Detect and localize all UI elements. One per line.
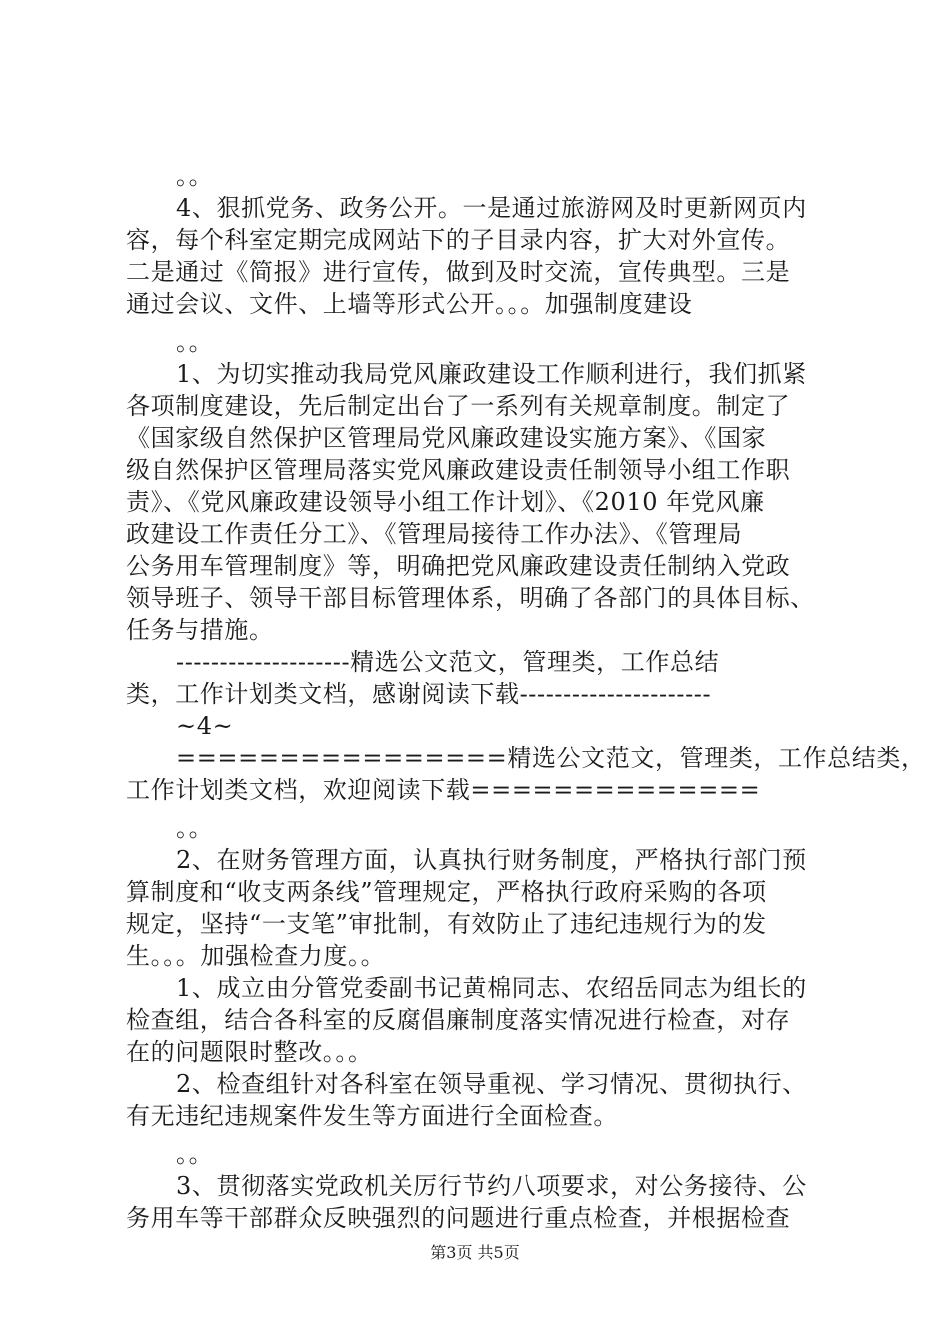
body-line: 2、检查组针对各科室在领导重视、学习情况、贯彻执行、 — [176, 1070, 807, 1098]
body-line: 通过会议、文件、上墙等形式公开。。。加强制度建设 — [126, 290, 693, 318]
body-line: 4、狠抓党务、政务公开。一是通过旅游网及时更新网页内 — [176, 194, 807, 222]
separator-line: 类，工作计划类文档，感谢阅读下载---------------------- — [126, 680, 712, 708]
body-line: 生。。。加强检查力度。。 — [126, 942, 386, 970]
page-marker: ~4~ — [176, 712, 234, 740]
body-line: 规定，坚持“一支笔”审批制，有效防止了违纪违规行为的发 — [126, 910, 767, 938]
body-line: 2、在财务管理方面，认真执行财务制度，严格执行部门预 — [176, 846, 807, 874]
body-line: 容，每个科室定期完成网站下的子目录内容，扩大对外宣传。 — [126, 226, 791, 254]
body-line: 政建设工作责任分工》、《管理局接待工作办法》、《管理局 — [126, 520, 743, 548]
body-line: 1、为切实推动我局党风廉政建设工作顺利进行，我们抓紧 — [176, 360, 807, 388]
body-line: 。。 — [176, 328, 214, 356]
body-line: 1、成立由分管党委副书记黄棉同志、农绍岳同志为组长的 — [176, 974, 807, 1002]
separator-line: --------------------精选公文范文，管理类，工作总结 — [176, 648, 720, 676]
body-line: 领导班子、领导干部目标管理体系，明确了各部门的具体目标、 — [126, 584, 815, 612]
body-line: 。。 — [176, 814, 214, 842]
body-line: 责》、《党风廉政建设领导小组工作计划》、《2010 年党风廉 — [126, 488, 765, 516]
body-line: 《国家级自然保护区管理局党风廉政建设实施方案》、《国家 — [126, 424, 767, 452]
body-line: 任务与措施。 — [126, 616, 274, 644]
body-line: 各项制度建设，先后制定出台了一系列有关规章制度。制定了 — [126, 392, 791, 420]
body-line: 公务用车管理制度》等，明确把党风廉政建设责任制纳入党政 — [126, 552, 791, 580]
body-line: 3、贯彻落实党政机关厉行节约八项要求，对公务接待、公 — [176, 1172, 807, 1200]
body-line: 在的问题限时整改。。。 — [126, 1038, 373, 1066]
page-number-footer: 第3页 共5页 — [430, 1243, 520, 1262]
body-line: 。。 — [176, 162, 214, 190]
separator-line: ================精选公文范文，管理类，工作总结类， — [176, 744, 926, 772]
body-line: 检查组，结合各科室的反腐倡廉制度落实情况进行检查，对存 — [126, 1006, 791, 1034]
document-body — [126, 160, 926, 1234]
body-line: 。。 — [176, 1140, 214, 1168]
body-line: 有无违纪违规案件发生等方面进行全面检查。 — [126, 1102, 618, 1130]
body-line: 二是通过《简报》进行宣传，做到及时交流，宣传典型。三是 — [126, 258, 791, 286]
body-line: 级自然保护区管理局落实党风廉政建设责任制领导小组工作职 — [126, 456, 791, 484]
separator-line: 工作计划类文档，欢迎阅读下载============== — [126, 776, 761, 804]
body-line: 算制度和“收支两条线”管理规定，严格执行政府采购的各项 — [126, 878, 767, 906]
body-line: 务用车等干部群众反映强烈的问题进行重点检查，并根据检查 — [126, 1204, 791, 1232]
